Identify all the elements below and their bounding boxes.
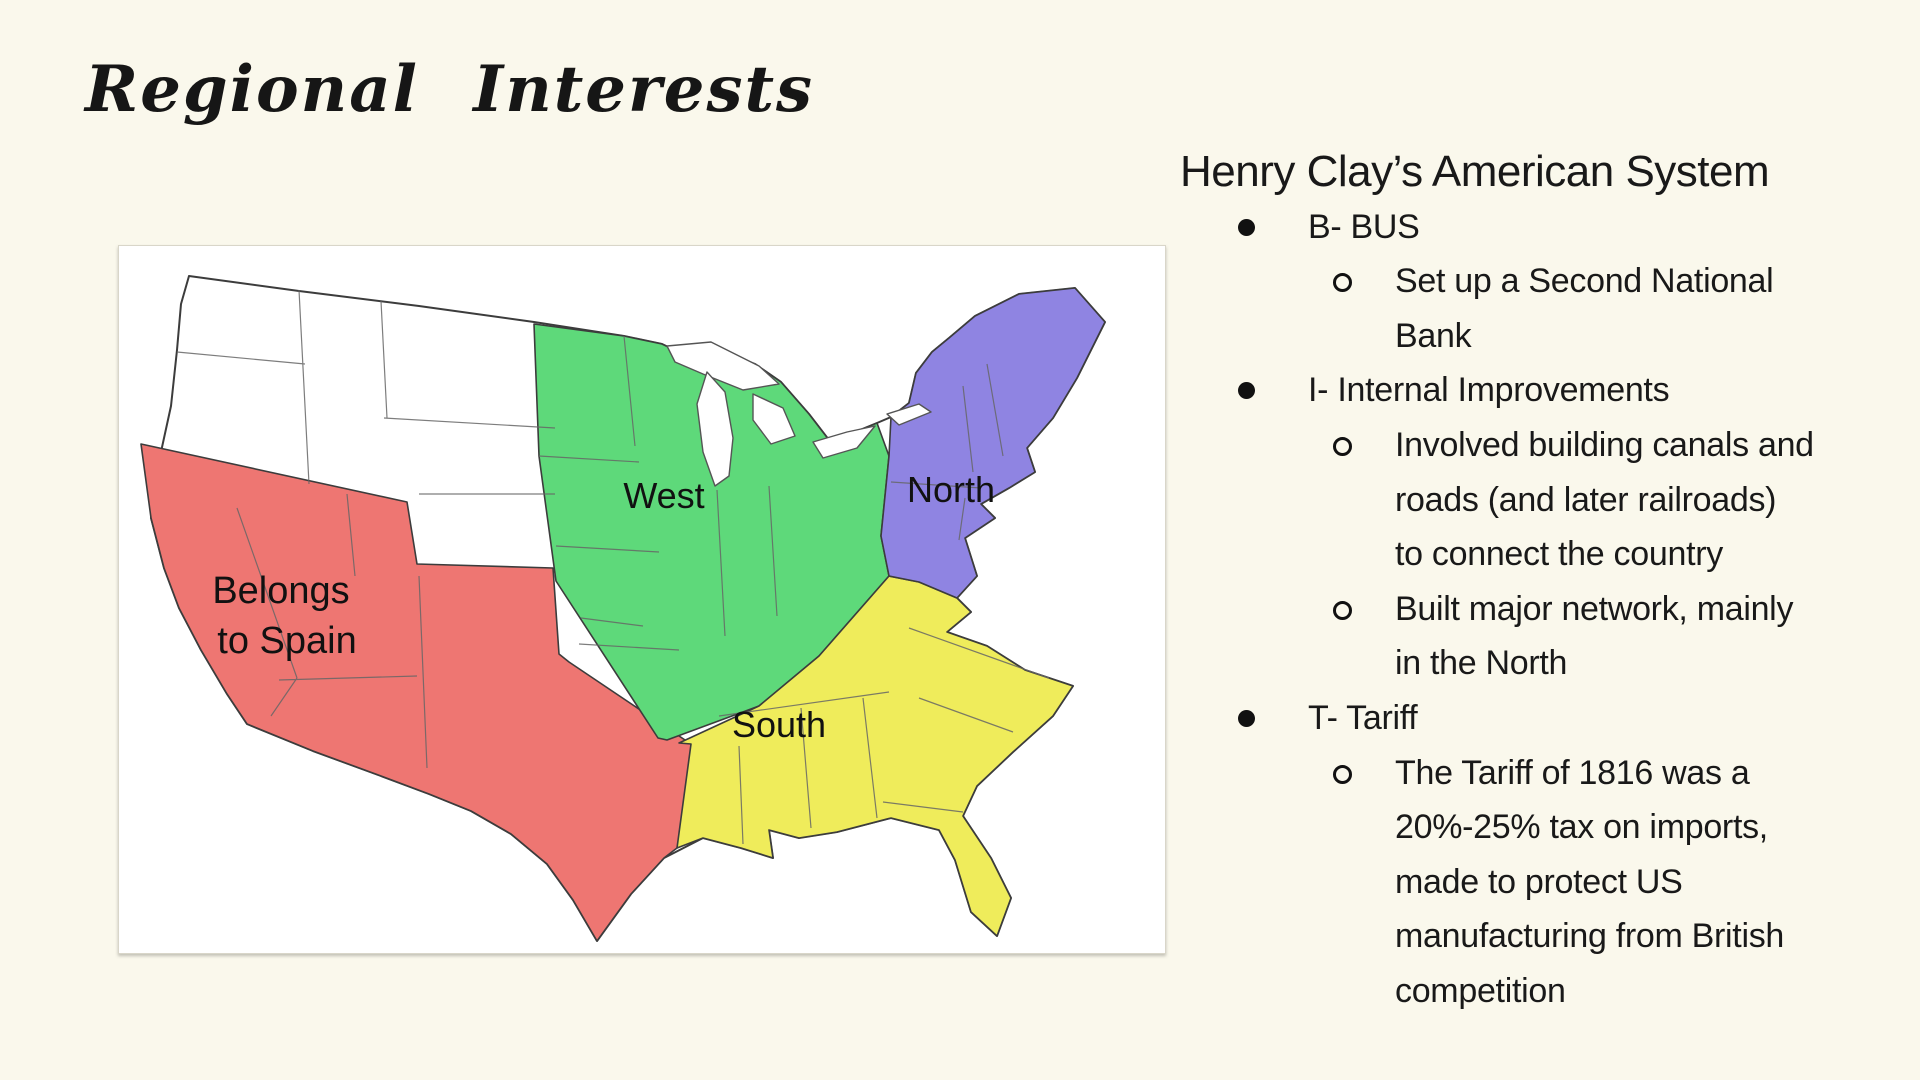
page-title: Regional Interests — [85, 52, 815, 127]
bullet-label: T- Tariff — [1308, 698, 1418, 737]
outline-title-text: Henry Clay’s American System — [1180, 147, 1770, 196]
sub-bullet-text: Bank — [1395, 316, 1472, 355]
region-label-spain-line2: to Spain — [217, 620, 357, 662]
sub-bullet-text: Involved building canals and — [1395, 425, 1814, 464]
sub-bullet-text: manufacturing from British — [1395, 917, 1785, 956]
bullet-circle-icon — [1333, 273, 1352, 292]
bullet-circle-icon — [1333, 765, 1352, 784]
sub-bullet-line — [1180, 527, 1910, 582]
region-label-north: North — [906, 469, 996, 510]
sub-bullet-line — [1180, 309, 1910, 364]
bullet-item-internal-improvements — [1180, 363, 1910, 418]
bullet-dot-icon — [1238, 382, 1255, 399]
sub-bullet-line — [1180, 746, 1910, 801]
sub-bullet-text: competition — [1395, 971, 1566, 1010]
sub-bullet-line — [1180, 473, 1910, 528]
sub-bullet-text: to connect the country — [1395, 535, 1723, 574]
us-map-svg — [119, 246, 1165, 953]
sub-bullet-line — [1180, 418, 1910, 473]
sub-bullet-line — [1180, 800, 1910, 855]
sub-bullet-line — [1180, 636, 1910, 691]
outline-panel — [1180, 145, 1910, 1019]
region-north — [881, 288, 1105, 598]
bullet-circle-icon — [1333, 601, 1352, 620]
bullet-circle-icon — [1333, 437, 1352, 456]
region-label-spain-line1: Belongs — [212, 570, 350, 612]
bullet-item-bus — [1180, 200, 1910, 255]
bullet-item-tariff — [1180, 691, 1910, 746]
bullet-dot-icon — [1238, 710, 1255, 727]
region-label-west: West — [623, 475, 705, 516]
bullet-label: I- Internal Improvements — [1308, 371, 1670, 410]
sub-bullet-text: Built major network, mainly — [1395, 589, 1794, 628]
outline-title — [1180, 145, 1910, 200]
sub-bullet-text: in the North — [1395, 644, 1568, 683]
sub-bullet-line — [1180, 855, 1910, 910]
sub-bullet-text: 20%-25% tax on imports, — [1395, 808, 1768, 847]
sub-bullet-text: made to protect US — [1395, 862, 1683, 901]
bullet-label: B- BUS — [1308, 207, 1420, 246]
bullet-dot-icon — [1238, 219, 1255, 236]
sub-bullet-line — [1180, 909, 1910, 964]
sub-bullet-text: The Tariff of 1816 was a — [1395, 753, 1750, 792]
sub-bullet-line — [1180, 254, 1910, 309]
us-regions-map — [118, 245, 1166, 954]
sub-bullet-text: roads (and later railroads) — [1395, 480, 1777, 519]
sub-bullet-line — [1180, 964, 1910, 1019]
sub-bullet-text: Set up a Second National — [1395, 262, 1774, 301]
sub-bullet-line — [1180, 582, 1910, 637]
region-label-south: South — [731, 704, 827, 745]
